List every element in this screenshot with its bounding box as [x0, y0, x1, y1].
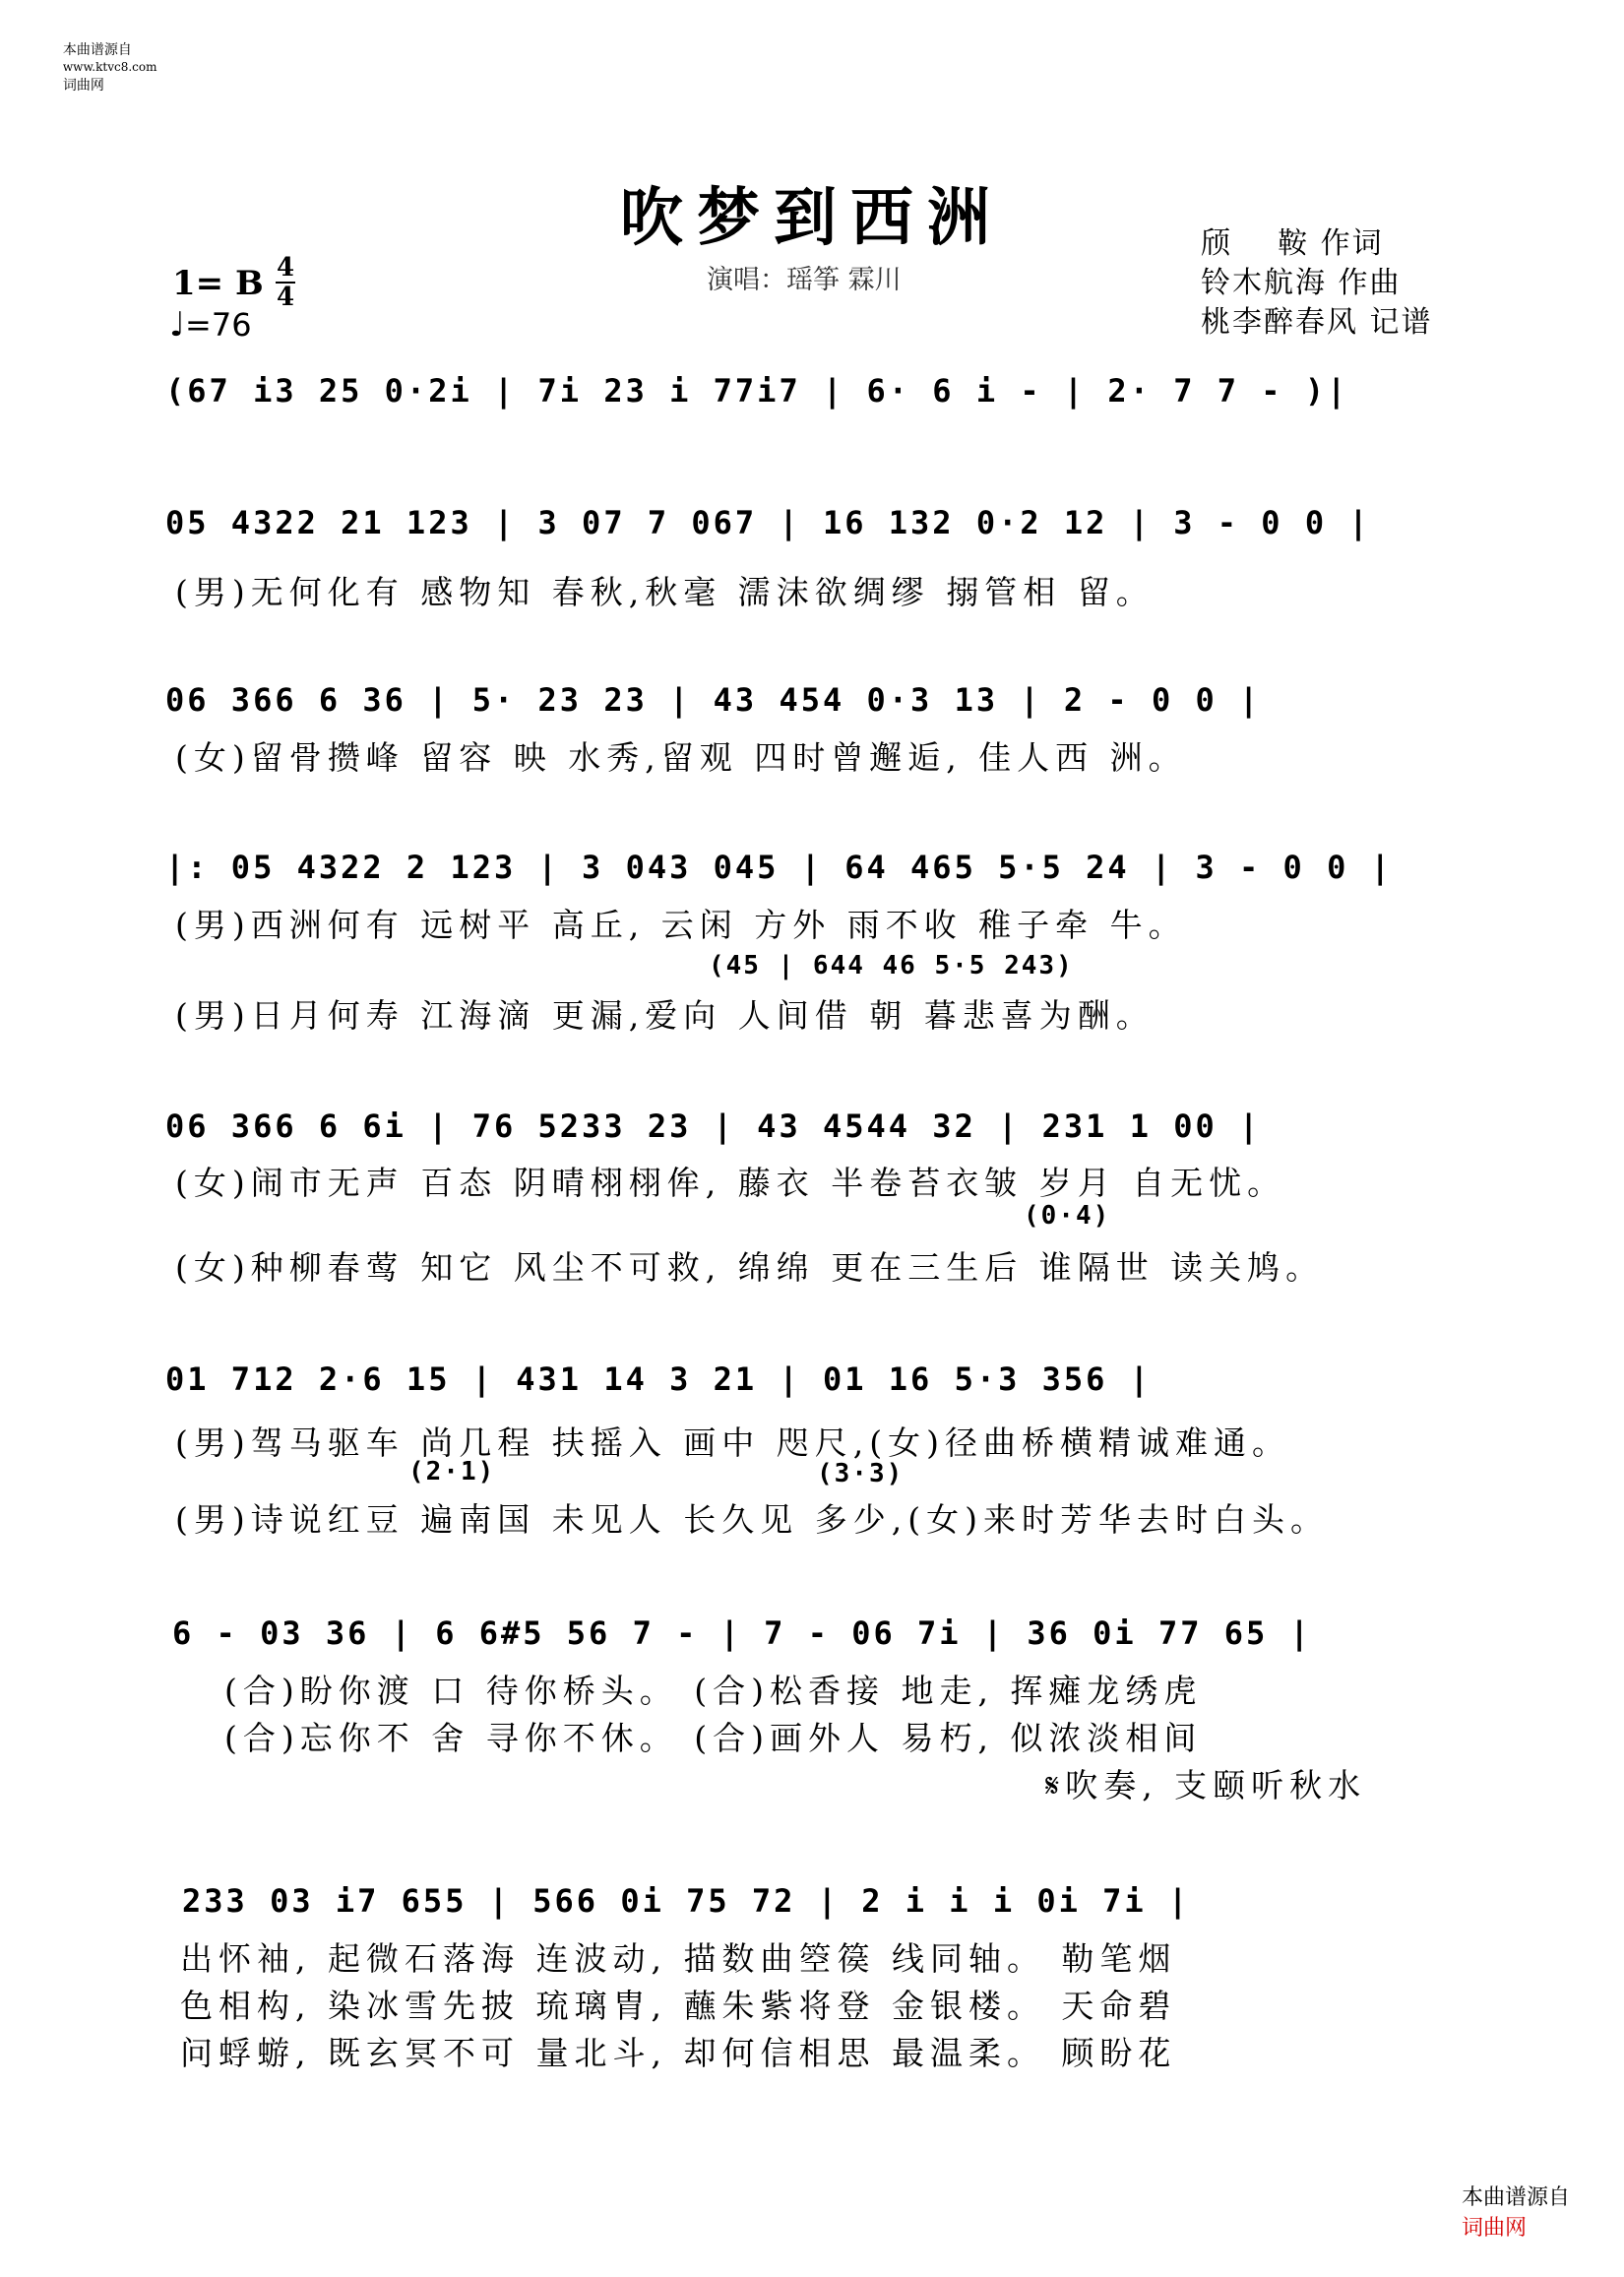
lyric-line: (男)无何化有 感物知 春秋,秋毫 濡沫欲绸缪 搦管相 留。	[175, 573, 1155, 611]
header-source	[54, 24, 156, 95]
song-title: 吹梦到西洲	[620, 181, 1004, 255]
footer-source-text: 本曲谱源自	[1461, 2185, 1570, 2210]
header-site[interactable]: 词曲网	[62, 78, 104, 94]
alt-notation: (2·1)	[408, 1457, 496, 1486]
header-url[interactable]: www.ktvc8.com	[62, 60, 157, 74]
time-top: 4	[276, 253, 295, 283]
lyric-line: 问蜉蝣, 既玄冥不可 量北斗, 却何信相思 最温柔。 顾盼花	[180, 2034, 1177, 2072]
singers: 演唱：瑶筝 霖川	[707, 265, 902, 295]
notation-row-5: 01 712 2·6 15 | 431 14 3 21 | 01 16 5·3 356 |	[165, 1360, 1152, 1398]
lyric-line: (合)盼你渡 口 待你桥头。 (合)松香接 地走, 挥瘫龙绣虎	[224, 1672, 1203, 1710]
time-bottom: 4	[276, 283, 295, 312]
tempo-marking	[169, 305, 252, 345]
notation-row-4: 06 366 6 6i | 76 5233 23 | 43 4544 32 | 231 1 00 |	[165, 1107, 1262, 1145]
lyric-line: (合)忘你不 舍 寻你不休。 (合)画外人 易朽, 似浓淡相间	[224, 1719, 1203, 1757]
alt-notation: (0·4)	[1024, 1201, 1111, 1231]
lyric-line: (男)诗说红豆 遍南国 未见人 长久见 多少,(女)来时芳华去时白头。	[175, 1500, 1329, 1539]
quarter-note-icon: ♩	[169, 305, 186, 345]
lyric-line: (男)驾马驱车 尚几程 扶摇入 画中 咫尺,(女)径曲桥横精诚难通。	[175, 1423, 1290, 1462]
transcriber: 桃李醉春风 记谱	[1201, 305, 1433, 340]
lyric-line: (男)西洲何有 远树平 高丘, 云闲 方外 雨不收 稚子牵 牛。	[175, 906, 1187, 944]
lyricist: 颀 鞍 作词	[1201, 226, 1384, 261]
header-source-text: 本曲谱源自	[62, 42, 132, 58]
notation-row-2: 06 366 6 36 | 5· 23 23 | 43 454 0·3 13 | 2 - 0 0 |	[165, 681, 1262, 719]
lyric-line: 𝄋吹奏, 支颐听秋水	[1045, 1766, 1367, 1804]
time-signature	[276, 254, 295, 311]
lyric-line: (女)闹市无声 百态 阴晴栩栩侔, 藤衣 半卷苔衣皱 岁月 自无忧。	[175, 1164, 1286, 1202]
alt-notation: (45 | 644 46 5·5 243)	[709, 951, 1074, 980]
footer-site-link[interactable]: 词曲网	[1461, 2216, 1527, 2241]
lyric-line: 出怀袖, 起微石落海 连波动, 描数曲箜篌 线同轴。 勒笔烟	[180, 1939, 1177, 1978]
alt-notation: (3·3)	[817, 1459, 905, 1488]
lyric-line: (女)种柳春莺 知它 风尘不可救, 绵绵 更在三生后 谁隔世 读关鸠。	[175, 1248, 1325, 1287]
notation-row-6: 6 - 03 36 | 6 6#5 56 7 - | 7 - 06 7i | 36 0i 77 65 |	[172, 1614, 1312, 1652]
notation-row-7: 233 03 i7 655 | 566 0i 75 72 | 2 i i i 0i 7i |	[182, 1882, 1191, 1920]
notation-row-3: |: 05 4322 2 123 | 3 043 045 | 64 465 5·5 24 | 3 - 0 0 |	[165, 849, 1393, 886]
composer: 铃木航海 作曲	[1201, 266, 1402, 300]
lyric-line: 色相构, 染冰雪先披 琉璃胄, 蘸朱紫将登 金银楼。 天命碧	[180, 1987, 1177, 2025]
notation-row-1: 05 4322 21 123 | 3 07 7 067 | 16 132 0·2 12 | 3 - 0 0 |	[165, 504, 1371, 541]
notation-row-intro: (67 i3 25 0·2i | 7i 23 i 77i7 | 6· 6 i - | 2· 7 7 - )|	[165, 372, 1349, 410]
footer-source	[1448, 2156, 1570, 2242]
lyric-line: (男)日月何寿 江海滴 更漏,爱向 人间借 朝 暮悲喜为酬。	[175, 996, 1155, 1035]
key-signature: 1= B	[172, 264, 264, 303]
lyric-line: (女)留骨攒峰 留容 映 水秀,留观 四时曾邂逅, 佳人西 洲。	[175, 738, 1187, 777]
tempo-value: =76	[185, 306, 252, 344]
